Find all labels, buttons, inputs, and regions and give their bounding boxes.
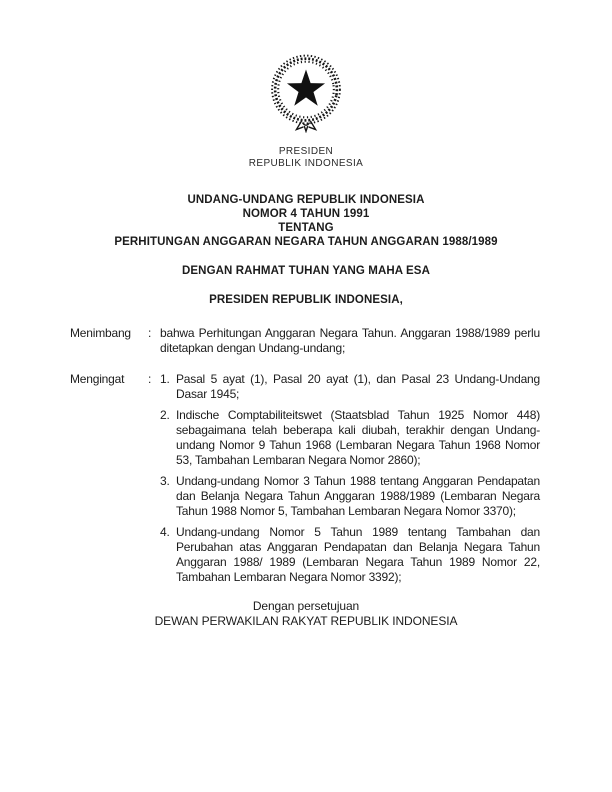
recalling-list [160, 372, 540, 585]
ribbon-icon [296, 121, 315, 131]
presidential-emblem-icon [262, 53, 350, 133]
approval-block [0, 599, 612, 629]
recalling-colon: : [148, 372, 152, 386]
recalling-item-1-number: 1. [160, 372, 170, 386]
recalling-item-1 [160, 372, 540, 402]
recalling-item-4-number: 4. [160, 525, 170, 539]
law-title-line-2: NOMOR 4 TAHUN 1991 [242, 208, 370, 220]
recalling-item-1-text: Pasal 5 ayat (1), Pasal 20 ayat (1), dan Pasal 23 Undang-Undang Dasar 1945; [176, 372, 540, 401]
recalling-item-4 [160, 525, 540, 585]
recalling-section [70, 372, 540, 585]
considering-section [70, 326, 540, 356]
law-title-line-3: TENTANG [278, 222, 334, 234]
recalling-label: Mengingat [70, 372, 125, 386]
law-title-line-1: UNDANG-UNDANG REPUBLIK INDONESIA [187, 194, 425, 206]
approval-line-2: DEWAN PERWAKILAN RAKYAT REPUBLIK INDONESIA [154, 614, 458, 628]
recalling-item-3 [160, 474, 540, 519]
letterhead [0, 146, 612, 169]
considering-label: Menimbang [70, 326, 131, 340]
law-title-line-4: PERHITUNGAN ANGGARAN NEGARA TAHUN ANGGARAN 1988/1989 [114, 236, 498, 248]
opener-line: PRESIDEN REPUBLIK INDONESIA, [209, 294, 403, 306]
recalling-item-2-text: Indische Comptabiliteitswet (Staatsblad Tahun 1925 Nomor 448) sebagaimana telah beberapa kali diubah, terakhir dengan Undang-undang Nomor 9 Tahun 1968 (Lembaran Negara Tahun 1968 Nomor 53, Tambahan Lembaran Negara Nomor 2860); [176, 408, 540, 467]
considering-colon: : [148, 326, 152, 340]
approval-line-1: Dengan persetujuan [252, 599, 360, 613]
law-title [0, 193, 612, 249]
recalling-item-3-number: 3. [160, 474, 170, 488]
letterhead-presiden: PRESIDEN [278, 146, 334, 157]
recalling-item-4-text: Undang-undang Nomor 5 Tahun 1989 tentang Tambahan dan Perubahan atas Anggaran Pendapatan dan Belanja Negara Tahun Anggaran 1988/ 1989 (Lembaran Negara Tahun 1989 Nomor 22, Tambahan Lembaran Negara Nomor 3392); [176, 525, 540, 584]
recalling-item-3-text: Undang-undang Nomor 3 Tahun 1988 tentang Anggaran Pendapatan dan Belanja Negara Tahun Anggaran 1988/1989 (Lembaran Negara Tahun 1988 Nomor 5, Tambahan Lembaran Negara Nomor 3370); [176, 474, 540, 518]
recalling-item-2 [160, 408, 540, 468]
recalling-item-2-number: 2. [160, 408, 170, 422]
letterhead-republik-indonesia: REPUBLIK INDONESIA [248, 157, 364, 169]
considering-text: bahwa Perhitungan Anggaran Negara Tahun. Anggaran 1988/1989 perlu ditetapkan dengan Undang-undang; [160, 326, 540, 355]
star-icon [287, 70, 325, 106]
invocation-line: DENGAN RAHMAT TUHAN YANG MAHA ESA [181, 265, 430, 277]
emblem-container [0, 0, 612, 138]
